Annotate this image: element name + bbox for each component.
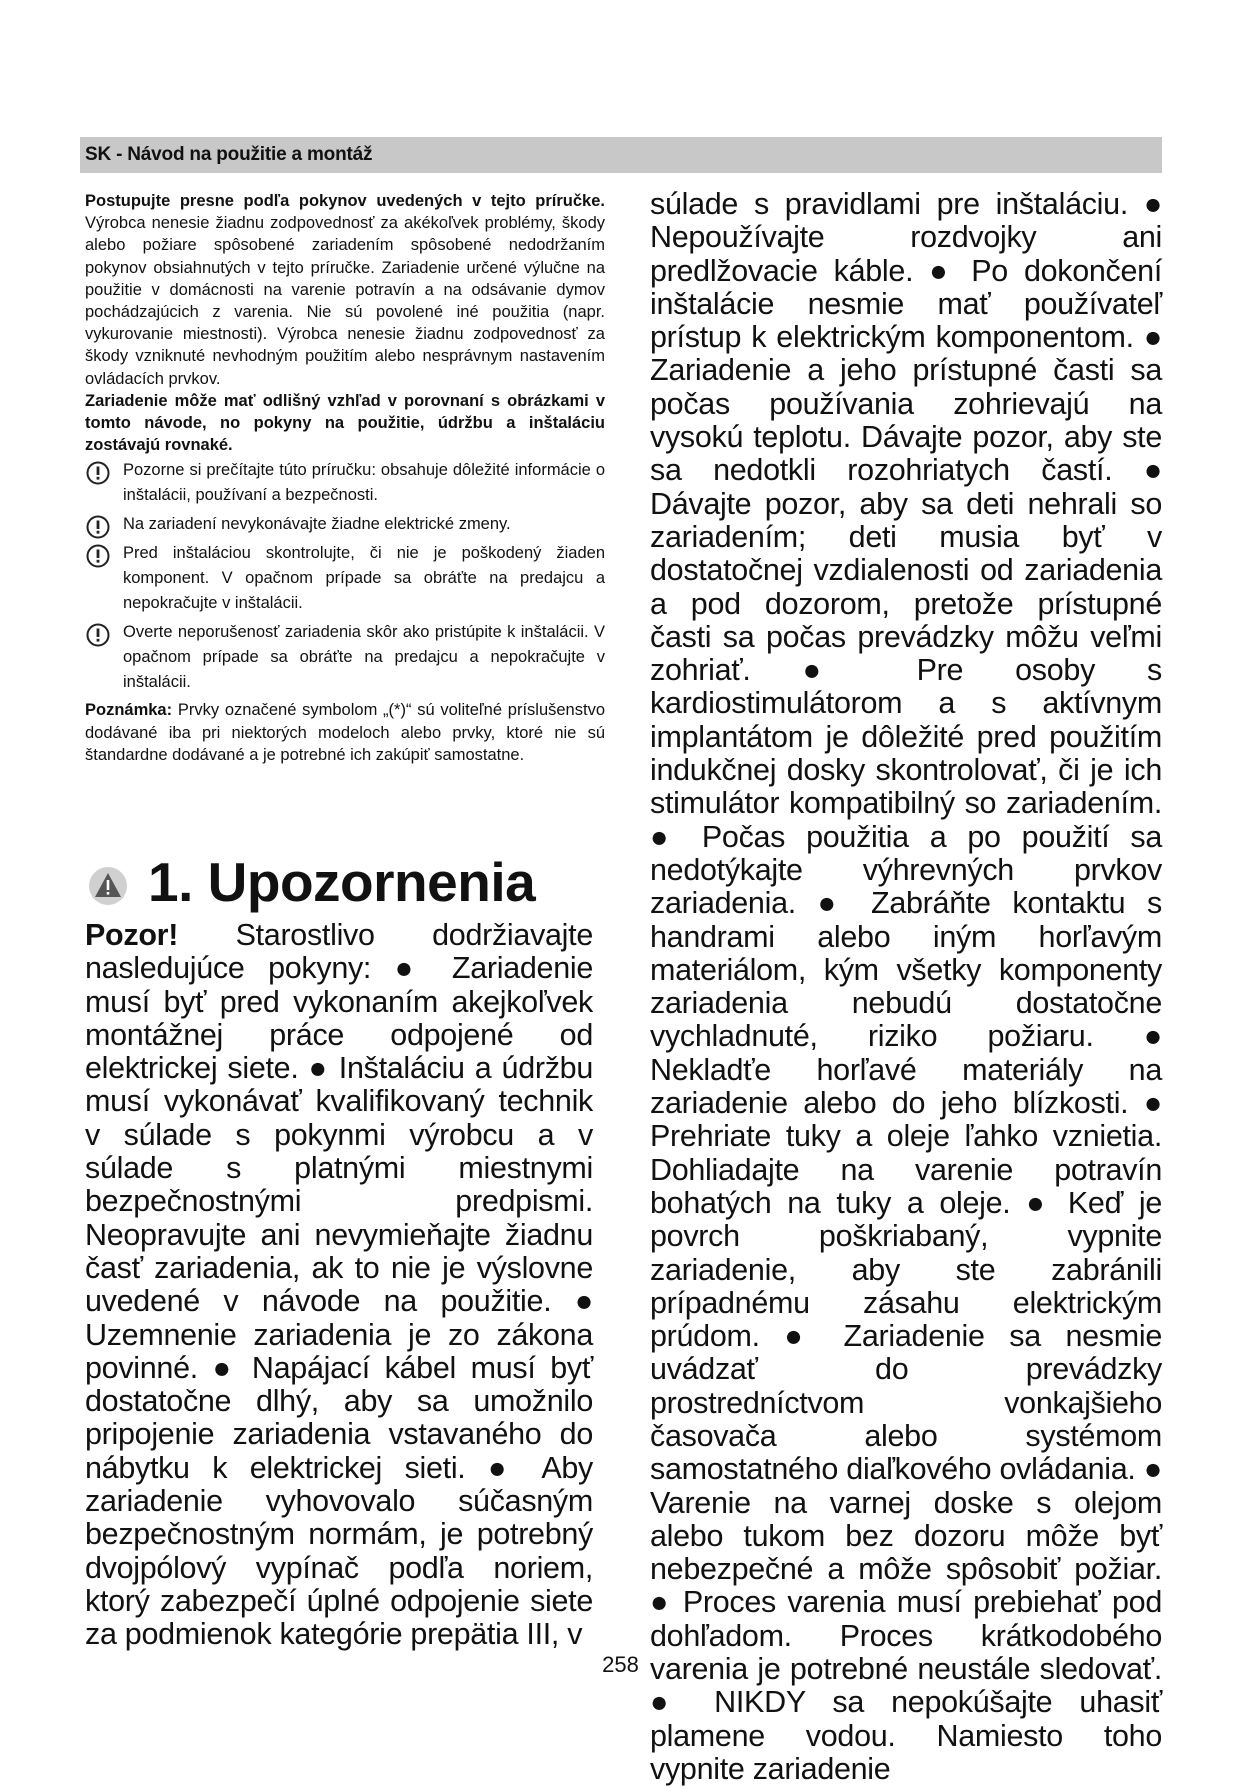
warning-circle-icon — [85, 460, 111, 486]
warning-item — [85, 512, 605, 537]
warning-item — [85, 541, 605, 616]
warning-triangle-icon — [88, 866, 128, 906]
note-paragraph — [85, 699, 605, 766]
warning-circle-icon — [85, 514, 111, 540]
warning-text: Na zariadení nevykonávajte žiadne elektrické zmeny. — [123, 515, 511, 534]
warning-circle-icon — [85, 543, 111, 569]
body-right-paragraph: súlade s pravidlami pre inštaláciu. ● Nepoužívajte rozdvojky ani predlžovacie káble. ● Po dokončení inštalácie nesmie mať používateľ prístup k elektrickým komponentom. ● Zariadenie a jeho prístupné časti sa počas používania zohrievajú na vysokú teplotu. Dávajte pozor, aby ste sa nedotkli rozohriatych častí. ● Dávajte pozor, aby sa deti nehrali so zariadením; deti musia byť v dostatočnej vzdialenosti od zariadenia a pod dozorom, pretože prístupné časti sa počas prevádzky môžu veľmi zohriať. ● Pre osoby s kardiostimulátorom a s aktívnym implantátom je dôležité pred použitím indukčnej dosky skontrolovať, či je ich stimulátor kompatibilný so zariadením. ● Počas použitia a po použití sa nedotýkajte výhrevných prvkov zariadenia. ● Zabráňte kontaktu s handrami alebo iným horľavým materiálom, kým všetky komponenty zariadenia nebudú dostatočne vychladnuté, riziko požiaru. ● Nekladťe horľavé materiály na zariadenie alebo do jeho blízkosti. ● Prehriate tuky a oleje ľahko vznietia. Dohliadajte na varenie potravín bohatých na tuky a oleje. ● Keď je povrch poškriabaný, vypnite zariadenie, aby ste zabránili prípadnému zásahu elektrickým prúdom. ● Zariadenie sa nesmie uvádzať do prevádzky prostredníctvom vonkajšieho časovača alebo systémom samostatného diaľkového ovládania. ● Varenie na varnej doske s olejom alebo tukom bez dozoru môže byť nebezpečné a môže spôsobiť požiar. ● Proces varenia musí prebiehať pod dohľadom. Proces krátkodobého varenia je potrebné neustále sledovať. ● NIKDY sa nepokúšajte uhasiť plamene vodou. Namiesto toho vypnite zariadenie — [650, 187, 1162, 1786]
body-left-column — [85, 919, 593, 1652]
header-title: SK - Návod na použitie a montáž — [85, 144, 373, 165]
section-title: 1. Upozornenia — [148, 851, 536, 913]
warning-text: Pred inštaláciou skontrolujte, či nie je poškodený žiaden komponent. V opačnom prípade sa obráťte na predajcu a nepokračujte v inštalácii. — [123, 544, 605, 613]
warning-text: Overte neporušenosť zariadenia skôr ako pristúpite k inštalácii. V opačnom prípade sa obráťte na predajcu a nepokračujte v inštalácii. — [123, 623, 605, 692]
body-right-column — [650, 188, 1162, 1786]
intro-paragraph — [85, 190, 605, 390]
note-label: Poznámka: — [85, 701, 173, 720]
intro-bold-lead: Postupujte presne podľa pokynov uvedených v tejto príručke. — [85, 192, 605, 210]
body-left-text: Starostlivo dodržiavajte nasledujúce pokyny: ● Zariadenie musí byť pred vykonaním akejkoľvek montážnej práce odpojené od elektrickej siete. ● Inštaláciu a údržbu musí vykonávať kvalifikovaný technik v súlade s pokynmi výrobcu a v súlade s platnými miestnymi bezpečnostnými predpismi. Neopravujte ani nevymieňajte žiadnu časť zariadenia, ak to nie je výslovne uvedené v návode na použitie. ● Uzemnenie zariadenia je zo zákona povinné. ● Napájací kábel musí byť dostatočne dlhý, aby sa umožnilo pripojenie zariadenia vstavaného do nábytku k elektrickej sieti. ● Aby zariadenie vyhovovalo súčasným bezpečnostným normám, je potrebný dvojpólový vypínač podľa noriem, ktorý zabezpečí úplné odpojenie siete za podmienok kategórie prepätia III, v — [85, 918, 593, 1652]
warning-item — [85, 458, 605, 508]
section-header-bar — [80, 137, 1162, 173]
page-number: 258 — [602, 1652, 639, 1677]
warning-circle-icon — [85, 622, 111, 648]
note-text: Prvky označené symbolom „(*)“ sú voliteľné príslušenstvo dodávané iba pri niektorých modeloch alebo prvky, ktoré nie sú štandardne dodávané a je potrebné ich zakúpiť samostatne. — [85, 701, 605, 764]
intro-text: Výrobca nenesie žiadnu zodpovednosť za akékoľvek problémy, škody alebo požiare spôsobené zariadením spôsobené nedodržaním pokynov obsiahnutých v tejto príručke. Zariadenie určené výlučne na použitie v domácnosti na varenie potravín a na odsávanie dymov pochádzajúcich z varenia. Nie sú povolené iné použitia (napr. vykurovanie miestnosti). Výrobca nenesie žiadnu zodpovednosť za škody vzniknuté nevhodným použitím alebo nesprávnym nastavením ovládacích prvkov. — [85, 214, 605, 388]
section-heading — [88, 850, 608, 920]
warning-text: Pozorne si prečítajte túto príručku: obsahuje dôležité informácie o inštalácii, používaní a bezpečnosti. — [123, 461, 605, 505]
intro-block — [85, 190, 605, 766]
warning-item — [85, 620, 605, 695]
body-lead: Pozor! — [85, 918, 179, 952]
body-left-paragraph — [85, 919, 593, 1652]
intro-bold-note: Zariadenie môže mať odlišný vzhľad v porovnaní s obrázkami v tomto návode, no pokyny na použitie, údržbu a inštaláciu zostávajú rovnaké. — [85, 391, 605, 455]
